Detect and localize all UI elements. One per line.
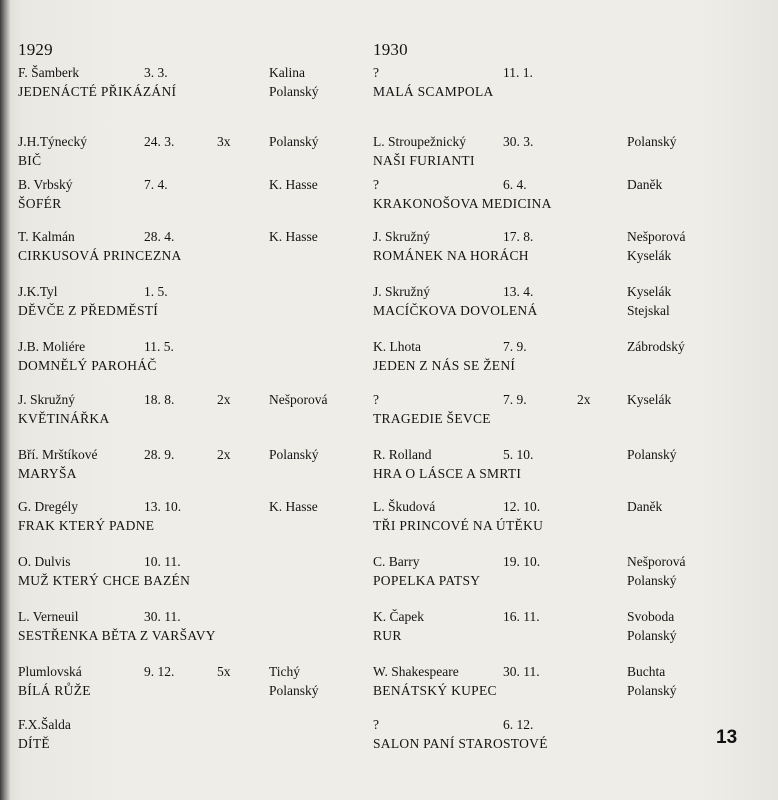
play-entry (373, 608, 713, 658)
premiere-date: 7. 9. (503, 339, 527, 354)
play-entry (373, 283, 713, 333)
play-author: K. Čapek (373, 609, 424, 624)
premiere-date: 11. 5. (144, 339, 174, 354)
play-title: MARYŠA (18, 466, 77, 481)
director-name: Kyselák (627, 284, 672, 299)
play-entry (373, 228, 713, 278)
play-author: ? (373, 717, 379, 732)
director-name: Tichý (269, 664, 301, 679)
play-entry (373, 64, 713, 114)
director-name: Polanský (269, 447, 319, 462)
premiere-date: 11. 1. (503, 65, 533, 80)
play-author: J. Skružný (373, 229, 430, 244)
play-entry (373, 498, 713, 548)
premiere-date: 10. 11. (144, 554, 181, 569)
play-title: JEDEN Z NÁS SE ŽENÍ (373, 358, 516, 373)
play-entry (18, 338, 363, 388)
play-author: Plumlovská (18, 664, 82, 679)
play-title: BIČ (18, 153, 42, 168)
play-title: POPELKA PATSY (373, 573, 481, 588)
play-title: MALÁ SCAMPOLA (373, 84, 494, 99)
play-author: O. Dulvis (18, 554, 71, 569)
play-author: ? (373, 392, 379, 407)
play-author: K. Lhota (373, 339, 421, 354)
premiere-date: 17. 8. (503, 229, 534, 244)
play-title: TRAGEDIE ŠEVCE (373, 411, 491, 426)
play-author: B. Vrbský (18, 177, 73, 192)
play-title: CIRKUSOVÁ PRINCEZNA (18, 248, 182, 263)
repeat-count: 5x (217, 664, 231, 679)
repeat-count: 3x (217, 134, 231, 149)
play-title: NAŠI FURIANTI (373, 153, 475, 168)
director-name: Polanský (627, 134, 677, 149)
play-author: ? (373, 65, 379, 80)
premiere-date: 1. 5. (144, 284, 168, 299)
premiere-date: 18. 8. (144, 392, 175, 407)
director-name: Nešporová (627, 229, 686, 244)
play-title: JEDENÁCTÉ PŘIKÁZÁNÍ (18, 84, 177, 99)
play-entry (373, 663, 713, 713)
play-entry (18, 228, 363, 278)
director-name: Kalina (269, 65, 305, 80)
play-entry (18, 391, 363, 441)
play-entry (18, 553, 363, 603)
premiere-date: 9. 12. (144, 664, 175, 679)
premiere-date: 12. 10. (503, 499, 541, 514)
premiere-date: 7. 9. (503, 392, 527, 407)
play-title: SESTŘENKA BĚTA Z VARŠAVY (18, 628, 216, 643)
director-name-secondary: Polanský (627, 683, 677, 698)
premiere-date: 30. 11. (144, 609, 181, 624)
premiere-date: 5. 10. (503, 447, 534, 462)
play-author: J.B. Moliére (18, 339, 86, 354)
play-title: FRAK KTERÝ PADNE (18, 518, 155, 533)
play-title: ROMÁNEK NA HORÁCH (373, 248, 529, 263)
director-name: K. Hasse (269, 499, 318, 514)
premiere-date: 24. 3. (144, 134, 175, 149)
premiere-date: 16. 11. (503, 609, 540, 624)
play-author: J. Skružný (373, 284, 430, 299)
play-author: L. Verneuil (18, 609, 79, 624)
play-entry (18, 716, 363, 766)
year-heading-1929: 1929 (18, 40, 53, 59)
play-author: T. Kalmán (18, 229, 75, 244)
premiere-date: 7. 4. (144, 177, 168, 192)
director-name: K. Hasse (269, 229, 318, 244)
play-entry (18, 446, 363, 496)
play-author: C. Barry (373, 554, 420, 569)
director-name: Nešporová (627, 554, 686, 569)
play-title: BÍLÁ RŮŽE (18, 683, 91, 698)
premiere-date: 28. 9. (144, 447, 175, 462)
director-name-secondary: Kyselák (627, 248, 672, 263)
premiere-date: 13. 4. (503, 284, 534, 299)
play-title: TŘI PRINCOVÉ NA ÚTĚKU (373, 518, 544, 533)
play-author: G. Dregély (18, 499, 78, 514)
director-name: Polanský (269, 134, 319, 149)
page-number: 13 (716, 727, 738, 748)
play-entry (373, 176, 713, 226)
director-name-secondary: Stejskal (627, 303, 670, 318)
premiere-date: 6. 12. (503, 717, 534, 732)
play-title: BENÁTSKÝ KUPEC (373, 683, 497, 698)
play-author: J.K.Tyl (18, 284, 58, 299)
play-title: KRAKONOŠOVA MEDICINA (373, 196, 552, 211)
play-title: DÍTĚ (18, 736, 50, 751)
book-gutter-shadow (0, 0, 10, 800)
play-author: F.X.Šalda (18, 717, 71, 732)
play-title: KVĚTINÁŘKA (18, 411, 110, 426)
play-author: R. Rolland (373, 447, 432, 462)
play-entry (18, 176, 363, 226)
director-name: Buchta (627, 664, 666, 679)
director-name: Polanský (627, 447, 677, 462)
play-title: RUR (373, 628, 402, 643)
play-entry (18, 663, 363, 713)
play-entry (18, 64, 363, 114)
premiere-date: 3. 3. (144, 65, 168, 80)
play-entry (18, 608, 363, 658)
play-author: J.H.Týnecký (18, 134, 87, 149)
director-name-secondary: Polanský (269, 683, 319, 698)
director-name: Daněk (627, 499, 663, 514)
play-author: L. Stroupežnický (373, 134, 466, 149)
play-title: HRA O LÁSCE A SMRTI (373, 466, 522, 481)
director-name: Nešporová (269, 392, 328, 407)
play-entry (18, 498, 363, 548)
play-title: DĚVČE Z PŘEDMĚSTÍ (18, 303, 159, 318)
play-author: F. Šamberk (18, 65, 80, 80)
play-title: DOMNĚLÝ PAROHÁČ (18, 358, 157, 373)
premiere-date: 30. 11. (503, 664, 540, 679)
play-entry (373, 446, 713, 496)
play-entry (373, 716, 713, 766)
premiere-date: 13. 10. (144, 499, 182, 514)
premiere-date: 19. 10. (503, 554, 541, 569)
play-author: ? (373, 177, 379, 192)
play-author: J. Skružný (18, 392, 75, 407)
play-author: L. Škudová (373, 499, 436, 514)
play-title: ŠOFÉR (18, 196, 62, 211)
repeat-count: 2x (217, 392, 231, 407)
play-entry (18, 283, 363, 333)
repeat-count: 2x (217, 447, 231, 462)
play-entry (373, 391, 713, 441)
play-entry (373, 338, 713, 388)
repeat-count: 2x (577, 392, 591, 407)
premiere-date: 28. 4. (144, 229, 175, 244)
play-author: Bří. Mrštíkové (18, 447, 98, 462)
director-name: Zábrodský (627, 339, 685, 354)
director-name: Kyselák (627, 392, 672, 407)
director-name-secondary: Polanský (627, 628, 677, 643)
play-title: SALON PANÍ STAROSTOVÉ (373, 736, 548, 751)
play-title: MUŽ KTERÝ CHCE BAZÉN (18, 573, 191, 588)
play-entry (373, 553, 713, 603)
premiere-date: 6. 4. (503, 177, 527, 192)
play-author: W. Shakespeare (373, 664, 459, 679)
director-name: Svoboda (627, 609, 675, 624)
director-name: Daněk (627, 177, 663, 192)
premiere-date: 30. 3. (503, 134, 534, 149)
director-name-secondary: Polanský (269, 84, 319, 99)
director-name: K. Hasse (269, 177, 318, 192)
play-title: MACÍČKOVA DOVOLENÁ (373, 303, 538, 318)
director-name-secondary: Polanský (627, 573, 677, 588)
year-heading-1930: 1930 (373, 40, 408, 59)
